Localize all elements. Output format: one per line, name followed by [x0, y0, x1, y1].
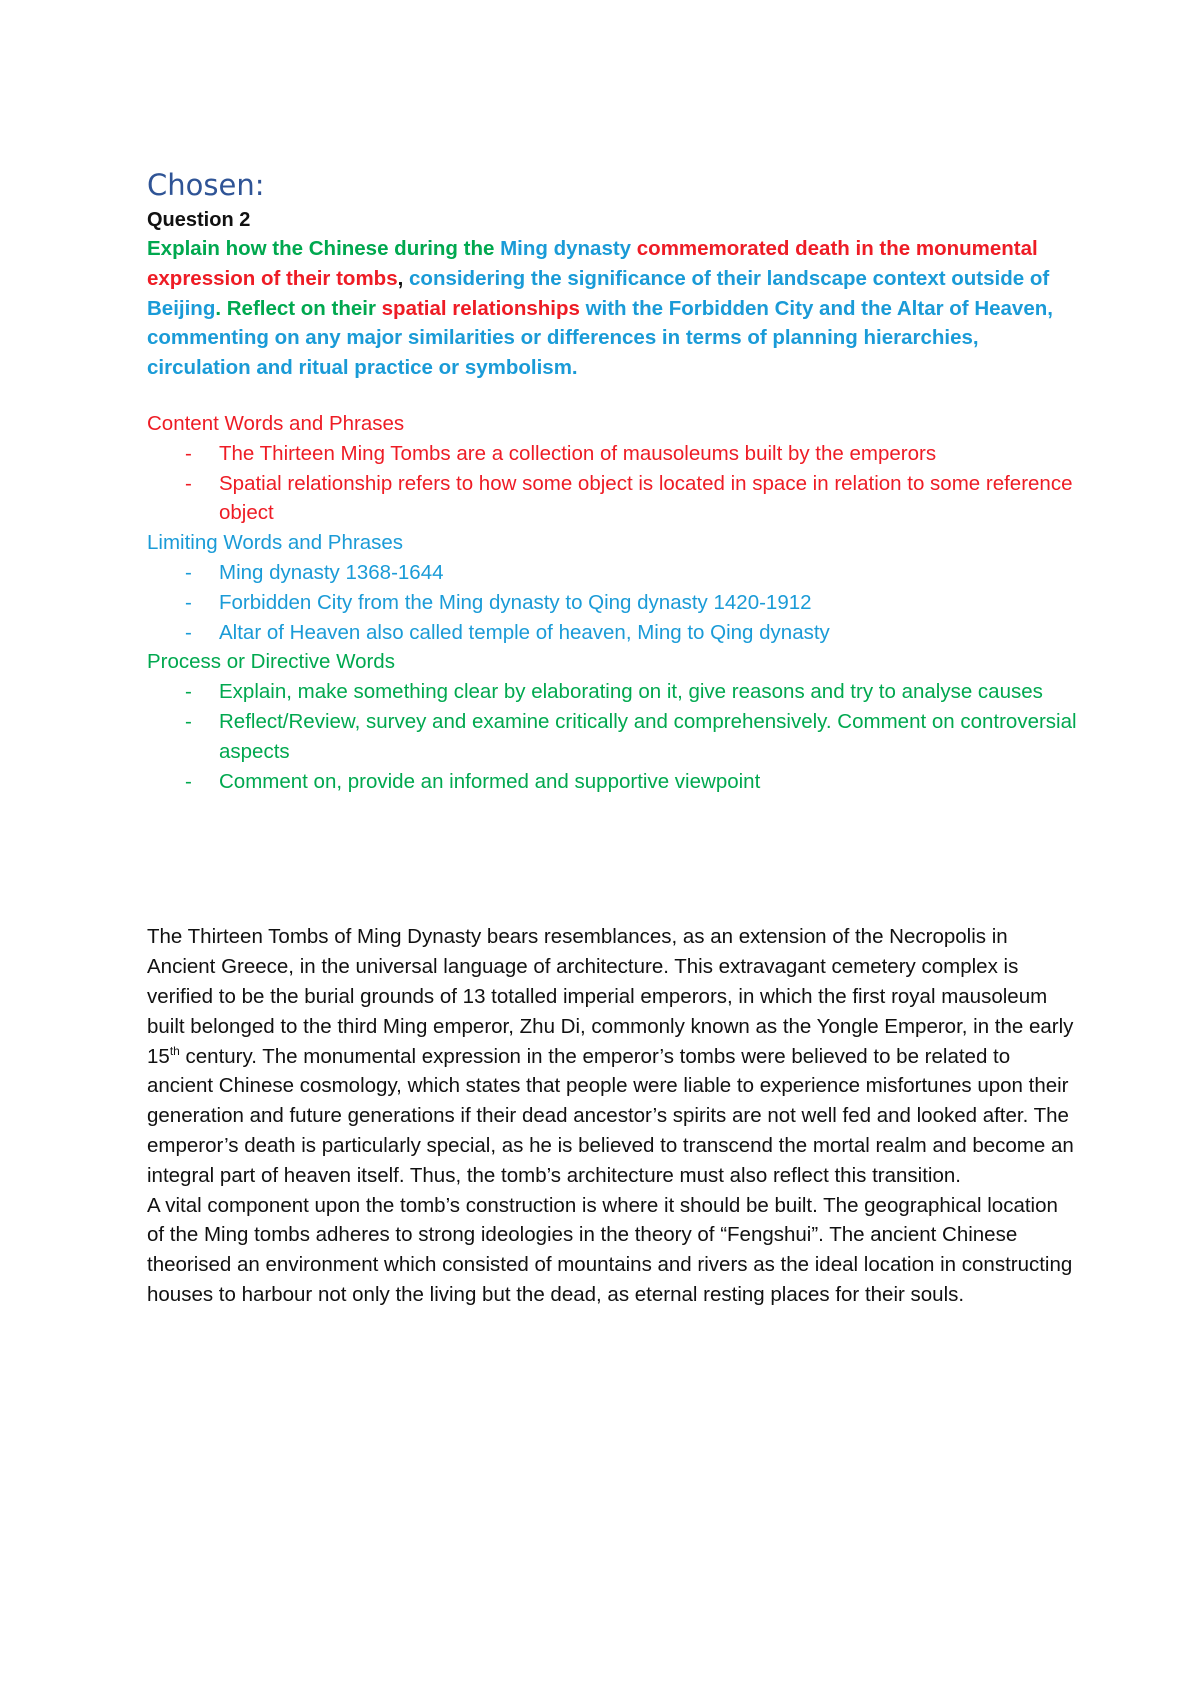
essay-paragraph-2: A vital component upon the tomb’s construction is where it should be built. The geographical location of the Ming tombs adheres to strong ideologies in the theory of “Fengshui”. The ancient Chinese theorised an environment which consisted of mountains and rivers as the ideal location in constructing houses to harbour not only the living but the dead, as eternal resting places for their souls. [147, 1193, 1073, 1306]
directive-words-heading: Process or Directive Words [147, 650, 395, 674]
question-segment: . Reflect on their [215, 296, 382, 320]
list-item: - Comment on, provide an informed and supportive viewpoint [185, 769, 761, 793]
question-segment: considering the significance of their landscape context outside of Beijing [147, 266, 1050, 320]
question-segment: commenting on any major similarities or differences in terms of planning hierarchies, circulation and ritual practice or symbolism. [147, 326, 979, 380]
content-words-list [147, 439, 1077, 528]
question-segment: Ming dynasty [500, 237, 637, 260]
essay-paragraph-1: The Thirteen Tombs of Ming Dynasty bears resemblances, as an extension of the Necropolis in Ancient Greece, in the universal language of architecture. This extravagant cemetery complex is verified to be the burial grounds of 13 totalled imperial emperors, in which the first royal mausoleum built belonged to the third Ming emperor, Zhu Di, commonly known as the Yongle Emperor, in the early 15th century. The monumental expression in the emperor’s tombs were believed to be related to ancient Chinese cosmology, which states that people were liable to experience misfortunes upon their generation and future generations if their dead ancestor’s spirits are not well fed and looked after. The emperor’s death is particularly special, as he is believed to transcend the mortal realm and become an integral part of heaven itself. Thus, the tomb’s architecture must also reflect this transition. [147, 925, 1074, 1187]
list-item: - Altar of Heaven also called temple of heaven, Ming to Qing dynasty [185, 620, 830, 644]
list-item: - Reflect/Review, survey and examine critically and comprehensively. Comment on controversial aspects [185, 709, 1077, 763]
question-segment: with the Forbidden City and the Altar of Heaven, [579, 296, 1053, 320]
list-item: - Ming dynasty 1368-1644 [185, 560, 444, 584]
question-heading: Question 2 [147, 209, 251, 231]
limiting-words-heading: Limiting Words and Phrases [147, 531, 403, 555]
list-item: - Spatial relationship refers to how some object is located in space in relation to some reference object [185, 471, 1073, 525]
question-segment: spatial relationships [381, 296, 580, 320]
question-segment: , [397, 266, 410, 290]
content-words-heading: Content Words and Phrases [147, 411, 405, 435]
question-text [147, 234, 1077, 383]
page-title: Chosen: [147, 168, 265, 202]
limiting-words-list [147, 558, 1077, 647]
directive-words-list [147, 677, 1077, 796]
document-page [147, 168, 1077, 1310]
question-segment: commemorated death in the monumental expression of their tombs [147, 237, 1038, 290]
list-item: - Explain, make something clear by elaborating on it, give reasons and try to analyse causes [185, 680, 1043, 704]
section-gap [147, 383, 1077, 409]
essay-body [147, 922, 1077, 1309]
question-segment: Explain how the Chinese during the [147, 237, 501, 260]
list-item: - Forbidden City from the Ming dynasty to Qing dynasty 1420-1912 [185, 590, 812, 614]
section-gap [147, 796, 1077, 922]
list-item: - The Thirteen Ming Tombs are a collection of mausoleums built by the emperors [185, 441, 937, 465]
